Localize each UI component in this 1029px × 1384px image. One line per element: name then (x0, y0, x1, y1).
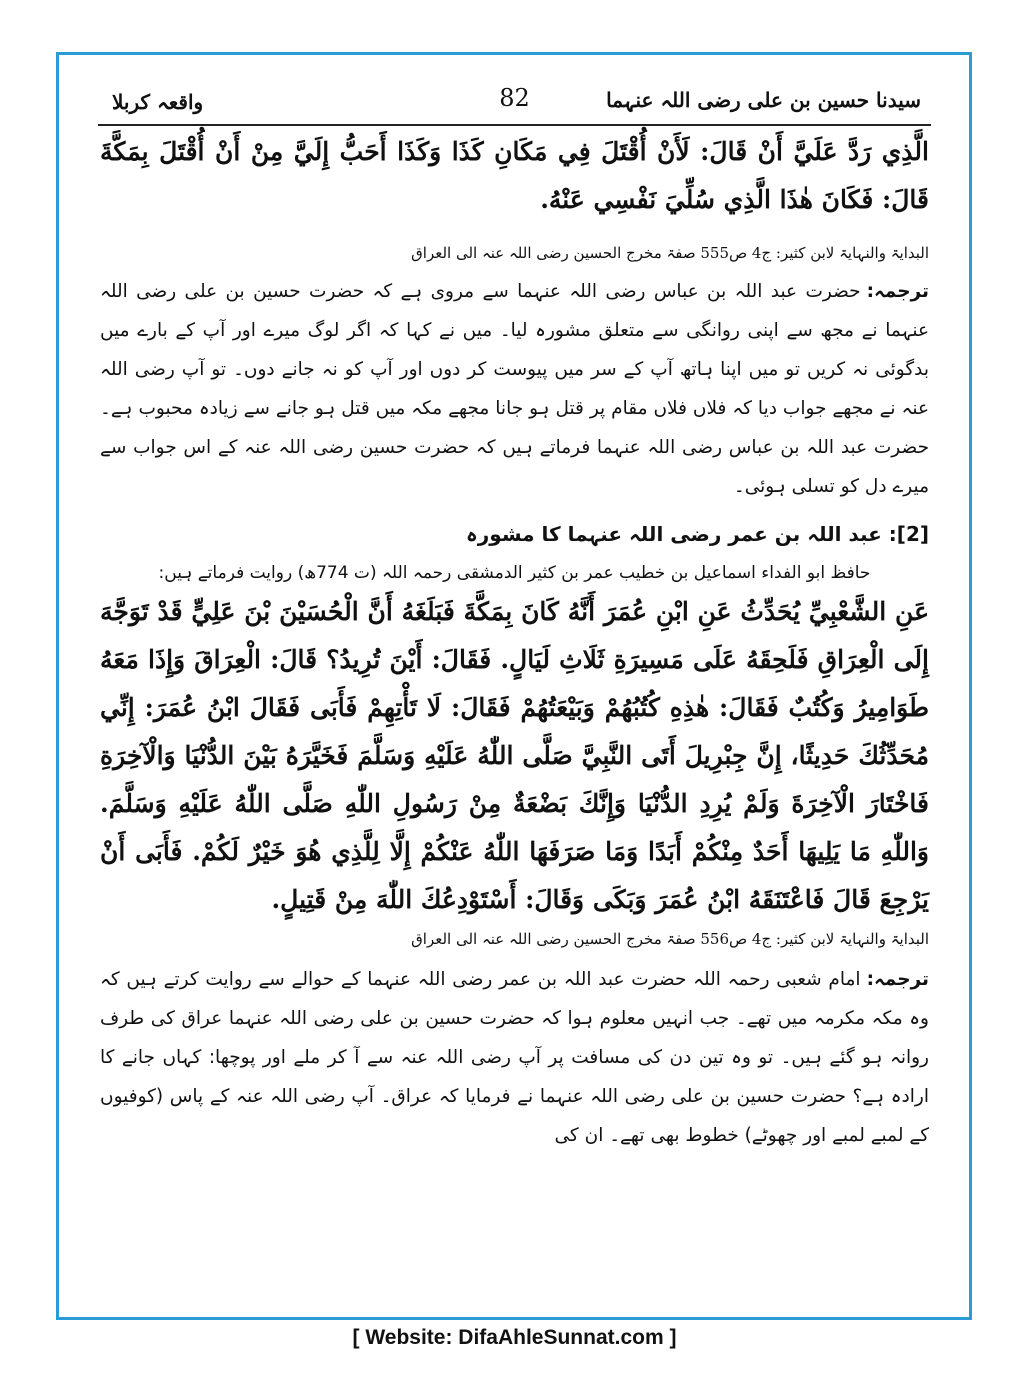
page-number: 82 (499, 84, 530, 112)
section-heading-2: [2]: عبد اللہ بن عمر رضی اللہ عنہما کا مشورہ (466, 522, 929, 546)
chapter-title: واقعہ کربلا (112, 90, 204, 114)
book-title: سیدنا حسین بن علی رضی اللہ عنہما (606, 88, 921, 112)
translation-2 (100, 960, 929, 1155)
reference-1: البدایۃ والنہایۃ لابن کثیر: ج4 ص555 صفۃ مخرج الحسین رضی اللہ عنہ الی العراق (411, 244, 929, 262)
reference-2: البدایۃ والنہایۃ لابن کثیر: ج4 ص556 صفۃ مخرج الحسین رضی اللہ عنہ الی العراق (411, 930, 929, 948)
page-header (98, 82, 931, 122)
translation-text-2: امام شعبی رحمہ اللہ حضرت عبد اللہ بن عمر رضی اللہ عنہما کے حوالے سے روایت کرتے ہیں کہ وہ مکہ مکرمہ میں تھے۔ جب انہیں معلوم ہوا کہ حضرت حسین بن علی رضی اللہ عنہما عراق کی طرف روانہ ہو گئے ہیں۔ تو وہ تین دن کی مسافت پر آپ رضی اللہ عنہ سے آ کر ملے اور پوچھا: کہاں جانے کا ارادہ ہے؟ حضرت حسین بن علی رضی اللہ عنہما نے فرمایا کہ عراق۔ آپ رضی اللہ عنہ کے پاس (کوفیوں کے لمبے لمبے اور چھوٹے) خطوط بھی تھے۔ ان کی (100, 969, 929, 1146)
translation-1 (100, 272, 929, 506)
intro-text-2: حافظ ابو الفداء اسماعیل بن خطیب عمر بن کثیر الدمشقی رحمہ اللہ (ت 774ھ) روایت فرماتے ہیں: (158, 563, 871, 583)
arabic-text-1: الَّذِي رَدَّ عَلَيَّ أَنْ قَالَ: لَأَنْ أُقْتَلَ فِي مَكَانِ كَذَا وَكَذَا أَحَبُّ إِلَيَّ مِنْ أَنْ أُقْتَلَ بِمَكَّةَ قَالَ: فَكَانَ هٰذَا الَّذِي سُلِّيَ نَفْسِي عَنْهُ. (100, 137, 929, 214)
translation-text-1: حضرت عبد اللہ بن عباس رضی اللہ عنہما سے مروی ہے کہ حضرت حسین بن علی رضی اللہ عنہما نے مجھ سے اپنی روانگی سے متعلق مشورہ لیا۔ میں نے کہا کہ اگر لوگ میرے اور آپ کے بارے میں بدگوئی نہ کریں تو میں اپنا ہاتھ آپ کے سر میں پیوست کر دوں اور آپ کو نہ جانے دوں۔ تو آپ رضی اللہ عنہ نے مجھے جواب دیا کہ فلاں فلاں مقام پر قتل ہو جانا مجھے مکہ میں قتل ہو جانے سے زیادہ محبوب ہے۔ حضرت عبد اللہ بن عباس رضی اللہ عنہما فرماتے ہیں کہ حضرت حسین رضی اللہ عنہ کے اس جواب سے میرے دل کو تسلی ہوئی۔ (100, 281, 929, 497)
arabic-text-2: عَنِ الشَّعْبِيِّ يُحَدِّثُ عَنِ ابْنِ عُمَرَ أَنَّهُ كَانَ بِمَكَّةَ فَبَلَغَهُ أَنَّ الْحُسَيْنَ بْنَ عَلِيٍّ قَدْ تَوَجَّهَ إِلَى الْعِرَاقِ فَلَحِقَهُ عَلَى مَسِيرَةِ ثَلَاثِ لَيَالٍ. فَقَالَ: أَيْنَ تُرِيدُ؟ قَالَ: الْعِرَاقَ وَإِذَا مَعَهُ طَوَامِيرُ وَكُتُبٌ فَقَالَ: هٰذِهِ كُتُبُهُمْ وَبَيْعَتُهُمْ فَقَالَ: لَا تَأْتِهِمْ فَأَبَى فَقَالَ ابْنُ عُمَرَ: إِنِّي مُحَدِّثُكَ حَدِيثًا، إِنَّ جِبْرِيلَ أَتَى النَّبِيَّ صَلَّى اللّٰهُ عَلَيْهِ وَسَلَّمَ فَخَيَّرَهُ بَيْنَ الدُّنْيَا وَالْآخِرَةِ فَاخْتَارَ الْآخِرَةَ وَلَمْ يُرِدِ الدُّنْيَا وَإِنَّكَ بَضْعَةٌ مِنْ رَسُولِ اللّٰهِ صَلَّى اللّٰهُ عَلَيْهِ وَسَلَّمَ. وَاللّٰهِ مَا يَلِيهَا أَحَدٌ مِنْكُمْ أَبَدًا وَمَا صَرَفَهَا اللّٰهُ عَنْكُمْ إِلَّا لِلَّذِي هُوَ خَيْرٌ لَكُمْ. فَأَبَى أَنْ يَرْجِعَ قَالَ فَاعْتَنَقَهُ ابْنُ عُمَرَ وَبَكَى وَقَالَ: أَسْتَوْدِعُكَ اللّٰهَ مِنْ قَتِيلٍ. (100, 597, 929, 914)
page-content (100, 126, 929, 1155)
translation-label-1: ترجمہ: (866, 281, 929, 302)
translation-label-2: ترجمہ: (866, 969, 929, 990)
website-footer: [ Website: DifaAhleSunnat.com ] (352, 1326, 677, 1349)
